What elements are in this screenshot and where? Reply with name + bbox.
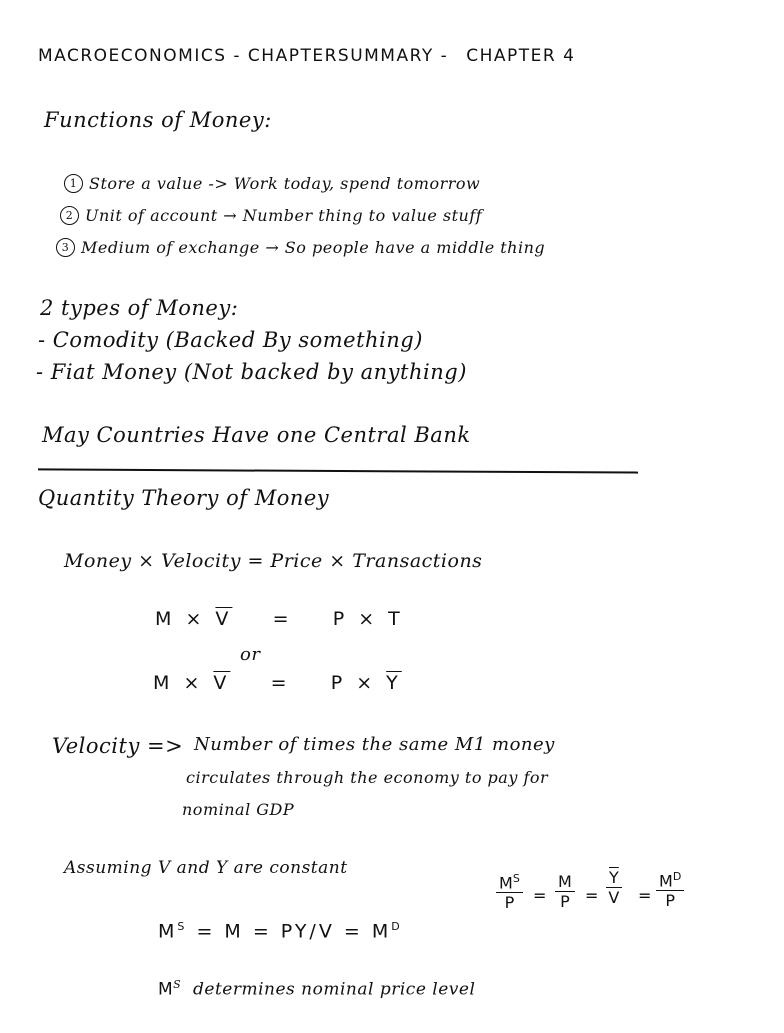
var-v-bar: $\overline{V}$: [213, 672, 231, 694]
function-item-2: [60, 206, 482, 225]
var-t: T: [388, 608, 404, 630]
times-sign: ×: [356, 672, 377, 694]
var-y-bar: $\overline{Y}$: [386, 672, 402, 694]
var-m: M: [153, 672, 174, 694]
var-p: P: [332, 608, 349, 630]
conclusion-note: $M^S$ determines nominal price level: [158, 978, 476, 1000]
fraction-ms-over-p: $\frac{M^S}{P}$: [496, 872, 523, 912]
velocity-def-line-3: nominal GDP: [182, 800, 295, 819]
var-m: M: [155, 608, 176, 630]
types-heading: 2 types of Money:: [40, 296, 239, 320]
or-label: or: [240, 644, 261, 665]
central-bank-note: May Countries Have one Central Bank: [42, 423, 471, 447]
qtm-equation-2: [153, 672, 402, 694]
function-item-1: [64, 174, 480, 193]
equals-sign: =: [270, 672, 291, 694]
velocity-word: Velocity: [52, 734, 140, 758]
function-text: Medium of exchange → So people have a middle thing: [81, 238, 546, 257]
fraction-y-over-v: $\frac{\overline{Y}}{V}$: [606, 868, 622, 907]
chapter-label: CHAPTER 4: [466, 46, 576, 66]
functions-heading: Functions of Money:: [44, 108, 272, 132]
function-text: Store a value -> Work today, spend tomorrow: [89, 174, 481, 193]
fraction-m-over-p: $\frac{M}{P}$: [555, 872, 575, 911]
times-sign: ×: [358, 608, 379, 630]
function-text: Unit of account → Number thing to value stuff: [85, 206, 483, 225]
times-sign: ×: [185, 608, 206, 630]
function-item-3: [56, 238, 545, 257]
qtm-heading: Quantity Theory of Money: [38, 486, 330, 510]
times-sign: ×: [183, 672, 204, 694]
type-item-fiat: - Fiat Money (Not backed by anything): [36, 360, 467, 384]
type-item-commodity: - Comodity (Backed By something): [38, 328, 423, 352]
qtm-word-equation: Money × Velocity = Price × Transactions: [64, 550, 483, 572]
number-circle: 1: [64, 174, 83, 193]
money-equilibrium-equation: $M^S = M = PY/V = M^D$: [158, 920, 403, 943]
velocity-label: [52, 734, 183, 758]
fraction-md-over-p: $\frac{M^D}{P}$: [656, 870, 684, 910]
equals-sign: =: [585, 886, 599, 905]
title-text: MACROECONOMICS - CHAPTERSUMMARY -: [38, 46, 449, 66]
var-v-bar: $\overline{V}$: [215, 608, 233, 630]
qtm-equation-1: [155, 608, 404, 630]
arrow-icon: =>: [147, 734, 184, 758]
number-circle: 2: [60, 206, 79, 225]
assumption-note: Assuming V and Y are constant: [64, 858, 348, 878]
equals-sign: =: [638, 886, 652, 905]
velocity-def-line-1: Number of times the same M1 money: [194, 734, 555, 755]
equals-sign: =: [533, 886, 547, 905]
equals-sign: =: [272, 608, 293, 630]
page-title: [38, 46, 575, 66]
velocity-def-line-2: circulates through the economy to pay for: [186, 768, 549, 787]
var-p: P: [330, 672, 347, 694]
number-circle: 3: [56, 238, 75, 257]
section-divider: [38, 468, 638, 473]
